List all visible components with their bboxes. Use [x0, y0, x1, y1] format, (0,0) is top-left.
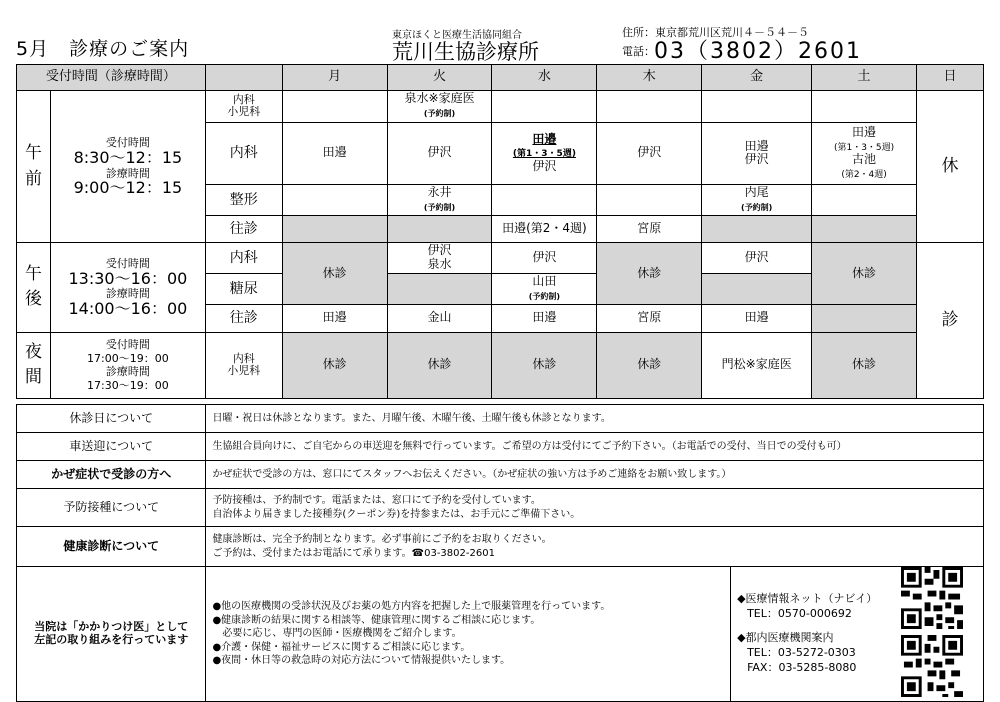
pm-tue-naika: 伊沢 泉水	[387, 243, 492, 274]
org-name: 東京ほくと医療生活協同組合	[392, 30, 522, 41]
am-fri-ns	[702, 90, 812, 122]
am-wed-ns	[492, 90, 597, 122]
schedule-table	[16, 64, 984, 399]
night-tue: 休診	[387, 332, 492, 398]
am-fri-seikei: 内尾 (予約制)	[702, 184, 812, 215]
pm-sat-oushin	[812, 304, 917, 332]
am-thu-ns	[597, 90, 702, 122]
day-thu: 木	[597, 65, 702, 91]
am-tue-ns: 泉水※家庭医 (予約制)	[387, 90, 492, 122]
pm-mon-closed: 休診	[282, 243, 387, 304]
note-label: 健康診断について	[17, 527, 206, 567]
night-times: 受付時間 17:00～19：00 診療時間 17:30～19：00	[50, 332, 205, 398]
dept-oushin-am: 往診	[205, 215, 282, 243]
am-thu-oushin: 宮原	[597, 215, 702, 243]
pm-sat-closed: 休診	[812, 243, 917, 304]
clinic-address: 住所：東京都荒川区荒川４－５４－５	[622, 26, 809, 39]
am-mon-seikei	[282, 184, 387, 215]
day-sat: 土	[812, 65, 917, 91]
am-mon-ns	[282, 90, 387, 122]
pm-wed-tounyou: 山田 (予約制)	[492, 274, 597, 305]
dept-night: 内科 小児科	[205, 332, 282, 398]
note-text: 生協組合員向けに、ご自宅からの車送迎を無料で行っています。ご希望の方は受付にてご予約下さい。（お電話での受付、当日での受付も可）	[206, 433, 984, 461]
dept-naika-pm: 内科	[205, 243, 282, 274]
dept-head	[205, 65, 282, 91]
am-sat-naika: 田邉 (第1・3・5週) 古池 (第2・4週)	[812, 122, 917, 184]
pm-wed-oushin: 田邉	[492, 304, 597, 332]
pm-fri-naika: 伊沢	[702, 243, 812, 274]
qr-code-icon	[901, 635, 963, 697]
section-night: 夜 間	[17, 332, 51, 398]
dept-naika-shoni: 内科 小児科	[205, 90, 282, 122]
am-mon-naika: 田邉	[282, 122, 387, 184]
note-label: 休診日について	[17, 405, 206, 433]
am-tue-seikei: 永井 (予約制)	[387, 184, 492, 215]
info2-tel: TEL：03-5272-0303	[747, 646, 856, 660]
am-times: 受付時間 8:30～12：15 診療時間 9:00～12：15	[50, 90, 205, 243]
clinic-name: 荒川生協診療所	[392, 40, 539, 64]
note-row	[17, 527, 984, 567]
am-fri-oushin	[702, 215, 812, 243]
night-mon: 休診	[282, 332, 387, 398]
am-wed-oushin: 田邉(第2・4週)	[492, 215, 597, 243]
night-thu: 休診	[597, 332, 702, 398]
pm-tue-tounyou	[387, 274, 492, 305]
day-fri: 金	[702, 65, 812, 91]
page-title: 5月 診療のご案内	[16, 38, 190, 60]
dept-tounyou: 糖尿	[205, 274, 282, 305]
dept-seikei: 整形	[205, 184, 282, 215]
note-label: かぜ症状で受診の方へ	[17, 461, 206, 489]
am-sat-oushin	[812, 215, 917, 243]
am-sat-ns	[812, 90, 917, 122]
note-label: 車送迎について	[17, 433, 206, 461]
am-tue-naika: 伊沢	[387, 122, 492, 184]
pm-tue-oushin: 金山	[387, 304, 492, 332]
time-head-label: 受付時間（診療時間）	[17, 65, 206, 91]
kakaritsuke-row	[17, 567, 984, 702]
pm-mon-oushin: 田邉	[282, 304, 387, 332]
note-text: 健康診断は、完全予約制となります。必ず事前にご予約をお取りください。 ご予約は、受付またはお電話にて承ります。☎03-3802-2601	[206, 527, 984, 567]
note-row	[17, 489, 984, 527]
am-thu-seikei	[597, 184, 702, 215]
info1-title: ◆医療情報ネット（ナビイ）	[737, 591, 878, 605]
day-wed: 水	[492, 65, 597, 91]
pm-fri-tounyou	[702, 274, 812, 305]
kakaritsuke-items: ●他の医療機関の受診状況及びお薬の処方内容を把握した上で服薬管理を行っています。 ●健康診断の結果に関する相談等、健康管理に関するご相談に応じます。 必要に応じ、専門の医師・医療機関をご紹介します。 ●介護・保健・福祉サービスに関するご相談に応じます。 ●夜間・休日等の救急時の対応方法について情報提供いたします。	[206, 567, 731, 702]
am-wed-naika: 田邉 (第1・3・5週) 伊沢	[492, 122, 597, 184]
note-text: かぜ症状で受診の方は、窓口にてスタッフへお伝えください。（かぜ症状の強い方は予めご連絡をお願い致します。）	[206, 461, 984, 489]
qr-codes	[881, 567, 984, 702]
note-row	[17, 461, 984, 489]
note-row	[17, 405, 984, 433]
day-sun: 日	[917, 65, 984, 91]
night-wed: 休診	[492, 332, 597, 398]
notes-table	[16, 404, 984, 702]
pm-thu-closed: 休診	[597, 243, 702, 304]
note-row	[17, 433, 984, 461]
pm-thu-oushin: 宮原	[597, 304, 702, 332]
am-tue-oushin	[387, 215, 492, 243]
pm-times: 受付時間 13:30～16：00 診療時間 14:00～16：00	[50, 243, 205, 332]
kakaritsuke-label: 当院は「かかりつけ医」として 左記の取り組みを行っています	[17, 567, 206, 702]
am-thu-naika: 伊沢	[597, 122, 702, 184]
pm-wed-naika: 伊沢	[492, 243, 597, 274]
day-mon: 月	[282, 65, 387, 91]
sunday-closed: 休	[917, 90, 984, 243]
day-tue: 火	[387, 65, 492, 91]
qr-code-icon	[901, 567, 963, 629]
section-am: 午 前	[17, 90, 51, 243]
info2-fax: FAX：03-5285-8080	[747, 661, 857, 675]
note-label: 予防接種について	[17, 489, 206, 527]
dept-oushin-pm: 往診	[205, 304, 282, 332]
dept-naika: 内科	[205, 122, 282, 184]
schedule-header-row	[17, 65, 984, 91]
note-text: 日曜・祝日は休診となります。また、月曜午後、木曜午後、土曜午後も休診となります。	[206, 405, 984, 433]
info1-tel: TEL：0570-000692	[747, 606, 852, 620]
am-sat-seikei	[812, 184, 917, 215]
am-mon-oushin	[282, 215, 387, 243]
section-pm: 午 後	[17, 243, 51, 332]
tel-label: 電話：	[622, 45, 655, 58]
sunday-closed-2: 診	[917, 243, 984, 399]
night-fri: 門松※家庭医	[702, 332, 812, 398]
pm-fri-oushin: 田邉	[702, 304, 812, 332]
am-fri-naika: 田邉 伊沢	[702, 122, 812, 184]
info2-title: ◆都内医療機関案内	[737, 631, 834, 645]
clinic-tel: 03（3802）2601	[654, 39, 862, 64]
info-contacts	[731, 567, 881, 702]
am-wed-seikei	[492, 184, 597, 215]
note-text: 予防接種は、予約制です。電話または、窓口にて予約を受付しています。 自治体より届きました接種券(クーポン券)を持参または、お手元にご準備下さい。	[206, 489, 984, 527]
night-sat: 休診	[812, 332, 917, 398]
